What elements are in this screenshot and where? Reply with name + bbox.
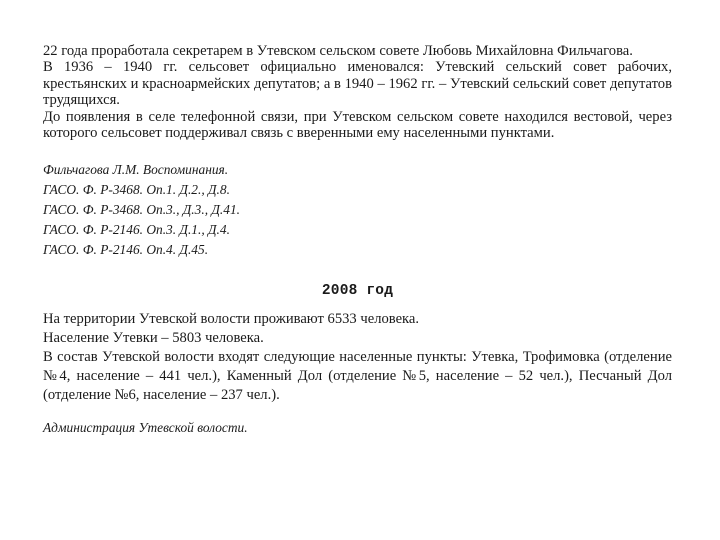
credit-line: Администрация Утевской волости. — [43, 420, 248, 436]
paragraph-official-names: В 1936 – 1940 гг. сельсовет официально именовался: Утевский сельский совет рабочих, крестьянских и красноармейских депутатов; а в 1940 – 1962 гг. – Утевский сельский совет депутатов трудящихся. — [43, 59, 672, 109]
sources-list — [43, 160, 672, 260]
source-item: ГАСО. Ф. Р-2146. Оп.4. Д.45. — [43, 242, 209, 258]
source-item: ГАСО. Ф. Р-3468. Оп.3., Д.3., Д.41. — [43, 202, 240, 218]
paragraph-secretary: 22 года проработала секретарем в Утевском сельском совете Любовь Михайловна Фильчагова. — [43, 43, 633, 59]
source-item: Фильчагова Л.М. Воспоминания. — [43, 162, 229, 178]
paragraph-messenger: До появления в селе телефонной связи, при Утевском сельском совете находился вестовой, через которого сельсовет поддерживал связь с вверенными ему населенными пунктами. — [43, 108, 672, 142]
paragraph-settlements: В состав Утевской волости входят следующие населенные пункты: Утевка, Трофимовка (отделение №4, население – 441 чел.), Каменный Дол (отделение №5, население – 52 чел.), Песчаный Дол (отделение №6, население – 237 чел.). — [43, 349, 672, 404]
section-heading-2008: 2008 год — [321, 283, 394, 300]
paragraph-utevka-population: Население Утевки – 5803 человека. — [43, 330, 264, 347]
source-item: ГАСО. Ф. Р-2146. Оп.3. Д.1., Д.4. — [43, 222, 230, 238]
paragraph-volost-population: На территории Утевской волости проживают 6533 человека. — [43, 311, 420, 328]
history-section — [43, 43, 672, 141]
population-section — [43, 310, 672, 405]
source-item: ГАСО. Ф. Р-3468. Оп.1. Д.2., Д.8. — [43, 182, 230, 198]
